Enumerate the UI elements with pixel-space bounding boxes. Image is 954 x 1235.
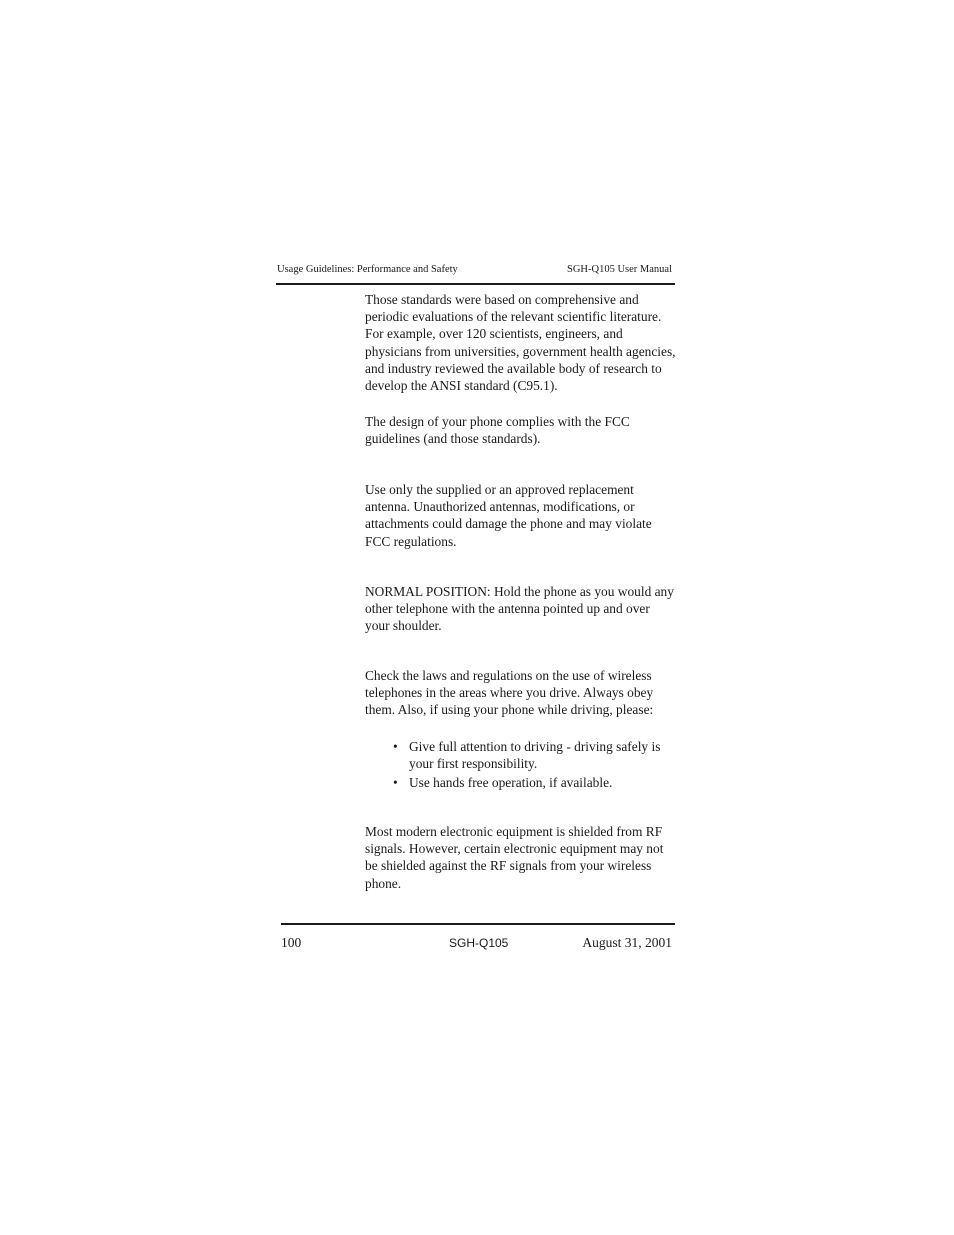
list-item <box>393 738 683 772</box>
running-header-manual-title: SGH-Q105 User Manual <box>567 264 672 275</box>
paragraph-text: Those standards were based on comprehensive and periodic evaluations of the relevant scientific literature. For example, over 120 scientists, engineers, and physicians from universities, government health agencies, and industry reviewed the available body of research to develop the ANSI standard (C95.1). <box>365 292 676 394</box>
bullet-list <box>393 738 683 772</box>
paragraph-text: NORMAL POSITION: Hold the phone as you would any other telephone with the antenna pointed up and over your shoulder. <box>365 584 674 634</box>
list-item-text: Use hands free operation, if available. <box>409 775 613 790</box>
list-item-text: Give full attention to driving - driving safely is your first responsibility. <box>409 739 661 772</box>
paragraph-text: The design of your phone complies with the FCC guidelines (and those standards). <box>365 414 630 447</box>
footer-date: August 31, 2001 <box>582 935 672 950</box>
bullet-icon: • <box>393 739 398 754</box>
paragraph-text: Most modern electronic equipment is shielded from RF signals. However, certain electronic equipment may not be shielded against the RF signals from your wireless phone. <box>365 824 664 891</box>
paragraph-phone-operation <box>365 583 677 635</box>
paragraph-driving <box>365 667 677 719</box>
paragraph-standards <box>365 291 677 394</box>
paragraph-antenna-care <box>365 481 677 550</box>
paragraph-text: Check the laws and regulations on the use of wireless telephones in the areas where you drive. Always obey them. Also, if using your phone while driving, please: <box>365 668 654 718</box>
running-header-section: Usage Guidelines: Performance and Safety <box>277 264 458 275</box>
page-number: 100 <box>281 935 302 950</box>
footer-model: SGH-Q105 <box>449 936 509 950</box>
bullet-icon: • <box>393 775 398 790</box>
header-rule <box>276 283 675 285</box>
paragraph-electronic-devices <box>365 823 677 892</box>
paragraph-text: Use only the supplied or an approved replacement antenna. Unauthorized antennas, modifications, or attachments could damage the phone and may violate FCC regulations. <box>365 482 652 549</box>
list-item <box>393 774 683 791</box>
paragraph-fcc-compliance <box>365 413 677 447</box>
bullet-list <box>393 774 683 791</box>
footer-rule <box>281 923 675 925</box>
